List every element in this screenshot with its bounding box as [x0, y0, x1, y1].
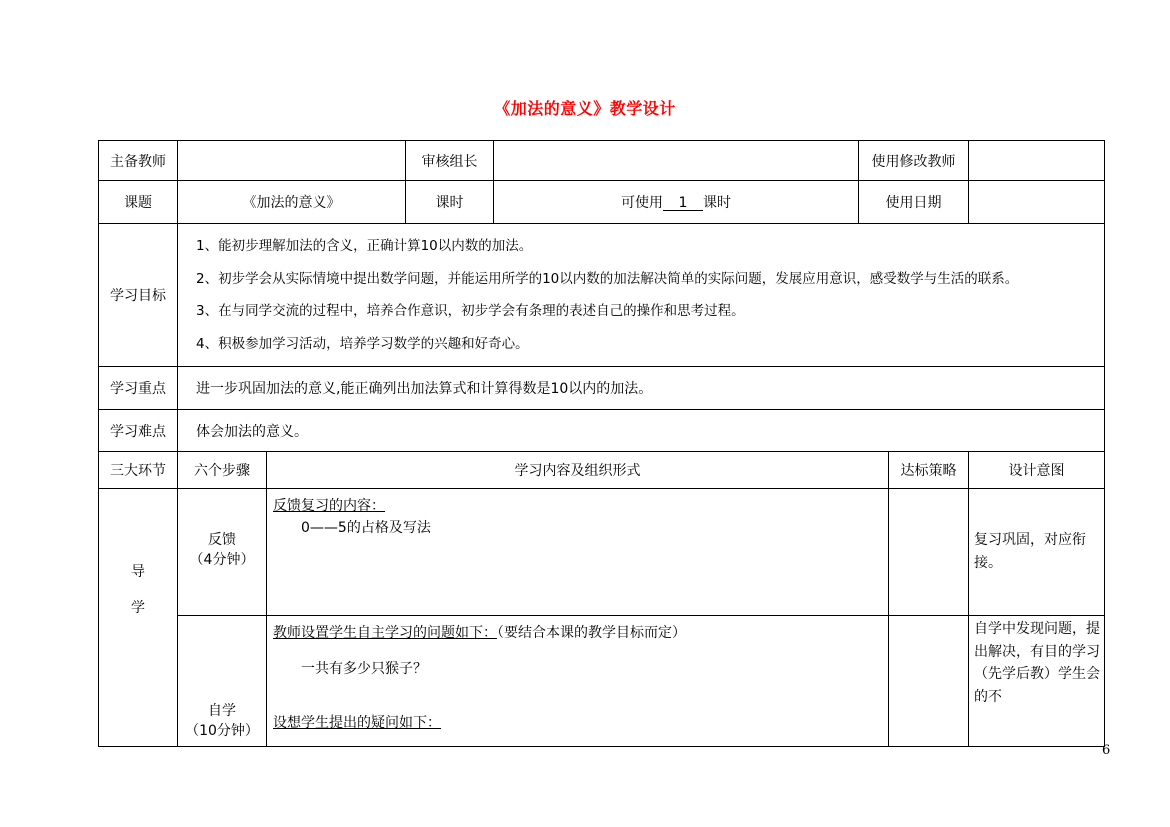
reviewer-label: 审核组长	[406, 141, 494, 181]
step-content	[267, 489, 889, 616]
lead-teacher-label: 主备教师	[99, 141, 178, 181]
key-points-row	[99, 367, 1105, 410]
step-name: 反馈	[208, 532, 236, 548]
step-heading-note: （要结合本课的教学目标而定）	[497, 625, 686, 641]
step-name-cell	[178, 489, 267, 616]
col-intent: 设计意图	[969, 452, 1105, 489]
step-line: 一共有多少只猴子？	[301, 661, 427, 677]
objectives-label: 学习目标	[99, 224, 178, 367]
col-strategy: 达标策略	[889, 452, 969, 489]
stage-char: 导	[131, 564, 145, 580]
period-count: 1	[663, 196, 703, 211]
step-heading-line	[273, 622, 882, 644]
difficulties-row	[99, 410, 1105, 452]
topic-value: 《加法的意义》	[178, 181, 406, 224]
revising-teacher-value	[969, 141, 1105, 181]
step-heading: 反馈复习的内容：	[273, 498, 385, 514]
period-suffix: 课时	[703, 195, 731, 211]
reviewer-value	[494, 141, 859, 181]
step-content	[267, 616, 889, 747]
objective-item: 1、能初步理解加法的含义，正确计算10以内数的加法。	[196, 238, 533, 254]
key-points-label: 学习重点	[99, 367, 178, 410]
step-duration: （10分钟）	[185, 723, 259, 739]
revising-teacher-label: 使用修改教师	[859, 141, 969, 181]
step-sub-heading: 设想学生提出的疑问如下：	[273, 715, 441, 731]
objective-item: 2、初步学会从实际情境中提出数学问题，并能运用所学的10以内数的加法解决简单的实际问题，发展应用意识，感受数学与生活的联系。	[196, 270, 1019, 287]
objective-item: 3、在与同学交流的过程中，培养合作意识，初步学会有条理的表述自己的操作和思考过程。	[196, 303, 745, 319]
step-row-self-study	[99, 616, 1105, 747]
lead-teacher-value	[178, 141, 406, 181]
difficulties-label: 学习难点	[99, 410, 178, 452]
topic-label: 课题	[99, 181, 178, 224]
col-steps: 六个步骤	[178, 452, 267, 489]
difficulties-text: 体会加法的意义。	[178, 410, 1105, 452]
step-row-feedback	[99, 489, 1105, 616]
period-label: 课时	[406, 181, 494, 224]
period-prefix: 可使用	[621, 195, 663, 211]
lesson-plan-table	[98, 140, 1105, 747]
document-title: 《加法的意义》教学设计	[494, 99, 676, 118]
period-value	[494, 181, 859, 224]
objective-item: 4、积极参加学习活动，培养学习数学的兴趣和好奇心。	[196, 335, 529, 352]
col-stages: 三大环节	[99, 452, 178, 489]
date-label: 使用日期	[859, 181, 969, 224]
stage-char: 学	[131, 600, 145, 616]
header-row-2	[99, 181, 1105, 224]
col-content: 学习内容及组织形式	[267, 452, 889, 489]
key-points-text: 进一步巩固加法的意义,能正确列出加法算式和计算得数是10以内的加法。	[178, 367, 1105, 410]
step-heading: 教师设置学生自主学习的问题如下：	[273, 625, 497, 641]
step-name: 自学	[208, 703, 236, 719]
step-strategy	[889, 616, 969, 747]
column-header-row	[99, 452, 1105, 489]
page-number: 6	[1102, 743, 1111, 758]
stage-cell	[99, 489, 178, 747]
step-line: 0——5的占格及写法	[301, 520, 431, 536]
step-strategy	[889, 489, 969, 616]
step-intent: 自学中发现问题，提出解决，有目的学习（先学后教）学生会的不	[969, 616, 1105, 747]
objectives-row	[99, 224, 1105, 367]
step-duration: （4分钟）	[189, 552, 255, 568]
header-row-1	[99, 141, 1105, 181]
date-value	[969, 181, 1105, 224]
objectives-list	[178, 224, 1105, 367]
step-name-cell	[178, 616, 267, 747]
step-intent: 复习巩固，对应衔接。	[969, 489, 1105, 616]
